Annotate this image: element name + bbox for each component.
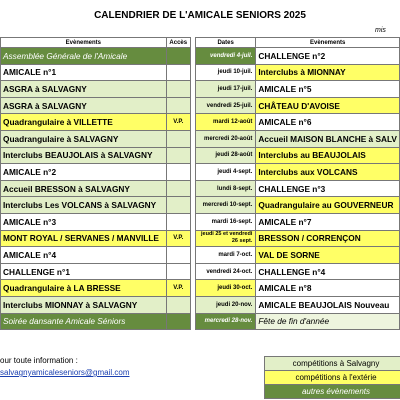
event2-cell: AMICALE n°6 [256, 114, 400, 131]
corner-note: mis [375, 27, 386, 34]
date-cell: jeudi 28-août [195, 147, 256, 164]
event2-cell: AMICALE n°5 [256, 81, 400, 98]
legend-salvagny [264, 356, 400, 371]
event2-cell: Accueil MAISON BLANCHE à SALV [256, 130, 400, 147]
table-row [1, 48, 400, 65]
table-row [1, 197, 400, 214]
date-cell: jeudi 17-juil. [195, 81, 256, 98]
table-row [1, 130, 400, 147]
event2-cell: Interclubs à MIONNAY [256, 64, 400, 81]
date-cell: jeudi 20-nov. [195, 296, 256, 313]
date-cell: lundi 8-sept. [195, 180, 256, 197]
event2-cell: CHALLENGE n°3 [256, 180, 400, 197]
table-row [1, 296, 400, 313]
event-cell: Interclubs BEAUJOLAIS à SALVAGNY [1, 147, 167, 164]
event-cell: Interclubs Les VOLCANS à SALVAGNY [1, 197, 167, 214]
date-cell: mercredi 10-sept. [195, 197, 256, 214]
event-cell: Quadrangulaire à SALVAGNY [1, 130, 167, 147]
access-cell [166, 48, 190, 65]
event-cell: ASGRA à SALVAGNY [1, 81, 167, 98]
event-cell: Assemblée Générale de l'Amicale [1, 48, 167, 65]
access-cell: V.P. [166, 114, 190, 131]
date-cell: jeudi 10-juil. [195, 64, 256, 81]
access-cell [166, 97, 190, 114]
date-cell: mercredi 20-août [195, 130, 256, 147]
event2-cell: BRESSON / CORRENÇON [256, 230, 400, 247]
event-cell: MONT ROYAL / SERVANES / MANVILLE [1, 230, 167, 247]
event-cell: Interclubs MIONNAY à SALVAGNY [1, 296, 167, 313]
event2-cell: AMICALE BEAUJOLAIS Nouveau [256, 296, 400, 313]
table-row [1, 147, 400, 164]
event-cell: Accueil BRESSON à SALVAGNY [1, 180, 167, 197]
event-cell: AMICALE n°3 [1, 213, 167, 230]
access-cell [166, 296, 190, 313]
table-header-row [1, 38, 400, 48]
table-row [1, 114, 400, 131]
access-cell [166, 64, 190, 81]
table-row [1, 247, 400, 264]
calendar-rows [1, 48, 400, 330]
access-cell [166, 180, 190, 197]
event-cell: AMICALE n°2 [1, 164, 167, 181]
legend-exterieur-label: compétitions à l'extérie [295, 373, 377, 382]
date-cell: jeudi 4-sept. [195, 164, 256, 181]
event2-cell: Quadrangulaire au GOUVERNEUR [256, 197, 400, 214]
event2-cell: CHALLENGE n°4 [256, 263, 400, 280]
legend-autres-label: autres évènements [301, 387, 371, 396]
event2-cell: Fête de fin d'année [256, 313, 400, 330]
legend-salvagny-label: compétitions à Salvagny [292, 359, 380, 368]
date-cell: mardi 16-sept. [195, 213, 256, 230]
event2-cell: AMICALE n°7 [256, 213, 400, 230]
legend-autres [264, 384, 400, 399]
header-events-2: Evènements [256, 38, 400, 48]
date-cell: jeudi 25 et vendredi 26 sept. [195, 230, 256, 247]
event2-cell: CHÂTEAU D'AVOISE [256, 97, 400, 114]
event2-cell: Interclubs au BEAUJOLAIS [256, 147, 400, 164]
access-cell [166, 130, 190, 147]
page-title: CALENDRIER DE L'AMICALE SENIORS 2025 [94, 10, 306, 21]
table-row [1, 313, 400, 330]
event-cell: Quadrangulaire à VILLETTE [1, 114, 167, 131]
event-cell: Quadrangulaire à LA BRESSE [1, 280, 167, 297]
table-row [1, 64, 400, 81]
access-cell [166, 313, 190, 330]
access-cell [166, 197, 190, 214]
event2-cell: Interclubs aux VOLCANS [256, 164, 400, 181]
event2-cell: VAL DE SORNE [256, 247, 400, 264]
table-row [1, 280, 400, 297]
header-events: Evènements [1, 38, 167, 48]
access-cell [166, 81, 190, 98]
date-cell: mardi 12-août [195, 114, 256, 131]
table-row [1, 180, 400, 197]
event-cell: CHALLENGE n°1 [1, 263, 167, 280]
date-cell: jeudi 30-oct. [195, 280, 256, 297]
event-cell: Soirée dansante Amicale Séniors [1, 313, 167, 330]
access-cell [166, 164, 190, 181]
event-cell: AMICALE n°1 [1, 64, 167, 81]
date-cell: vendredi 24-oct. [195, 263, 256, 280]
date-cell: vendredi 4-juil. [195, 48, 256, 65]
event2-cell: AMICALE n°8 [256, 280, 400, 297]
contact-info-label: our toute information : [0, 356, 78, 365]
header-access: Accès [166, 38, 190, 48]
header-dates: Dates [195, 38, 256, 48]
access-cell: V.P. [166, 280, 190, 297]
legend-exterieur [264, 370, 400, 385]
event-cell: ASGRA à SALVAGNY [1, 97, 167, 114]
date-cell: mercredi 28-nov. [195, 313, 256, 330]
access-cell [166, 213, 190, 230]
table-row [1, 230, 400, 247]
access-cell [166, 263, 190, 280]
date-cell: mardi 7-oct. [195, 247, 256, 264]
access-cell [166, 147, 190, 164]
table-row [1, 263, 400, 280]
table-row [1, 97, 400, 114]
table-row [1, 81, 400, 98]
access-cell: V.P. [166, 230, 190, 247]
date-cell: vendredi 25-juil. [195, 97, 256, 114]
table-row [1, 164, 400, 181]
event-cell: AMICALE n°4 [1, 247, 167, 264]
event2-cell: CHALLENGE n°2 [256, 48, 400, 65]
access-cell [166, 247, 190, 264]
calendar-table [0, 37, 400, 330]
table-row [1, 213, 400, 230]
contact-email-link[interactable]: salvagnyamicaleseniors@gmail.com [0, 368, 130, 377]
